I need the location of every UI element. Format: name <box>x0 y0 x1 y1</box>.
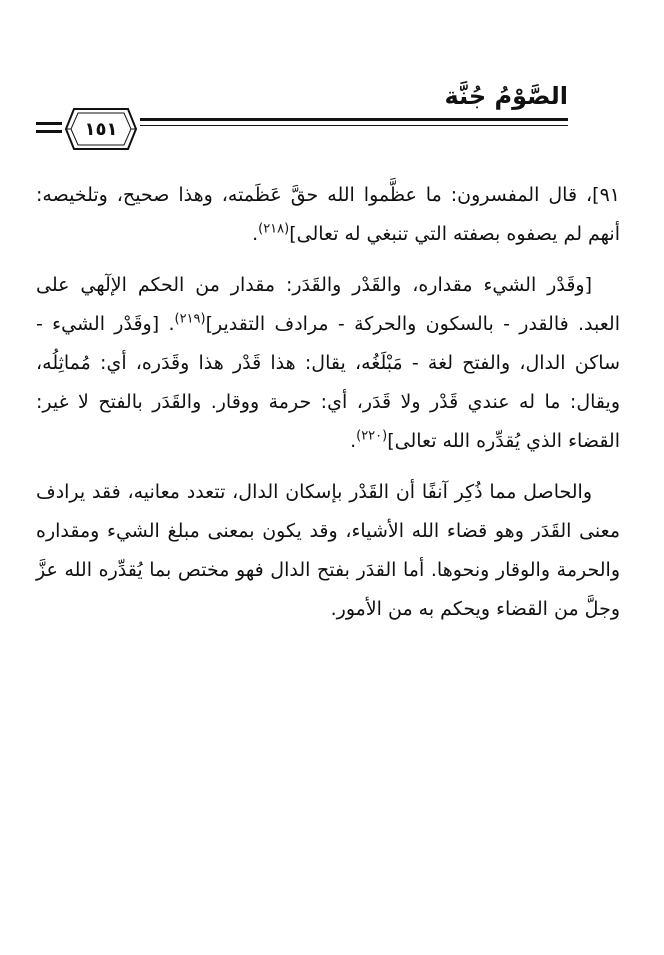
header-rule-thick <box>140 118 568 121</box>
header-rule-left-top <box>36 122 62 125</box>
footnote-ref-220: (٢٢٠) <box>356 428 388 444</box>
paragraph-1-text: ٩١]، قال المفسرون: ما عظَّموا الله حقَّ عَظَمته، وهذا صحيح، وتلخيصه: أنهم لم يصفوه بصفته التي تنبغي له تعالى] <box>36 184 620 245</box>
paragraph-3-text: والحاصل مما ذُكِر آنفًا أن القَدْر بإسكان الدال، تتعدد معانيه، فقد يرادف معنى القَدَر وهو قضاء الله الأشياء، وقد يكون بمعنى مبلغ الشيء ومقداره والحرمة والوقار ونحوها. أما القدَر بفتح الدال فهو مختص بما يُقدِّره الله عزَّ وجلَّ من القضاء ويحكم به من الأمور. <box>36 481 620 620</box>
paragraph-2-tail: . [وقَدْر الشيء - ساكن الدال، والفتح لغة - مَبْلَغُه، يقال: هذا قَدْر هذا وقَدَره، أي: مُماثِلُه، ويقال: ما له عندي قَدْر ولا قَدَر، أي: حرمة ووقار. والقَدَر بالفتح لا غير: القضاء الذي يُقدِّره الله تعالى] <box>36 313 620 452</box>
header-rule-thin <box>140 125 568 126</box>
paragraph-2-text: [وقَدْر الشيء مقداره، والقَدْر والقَدَر: مقدار من الحكم الإلٓهي على العبد. فالقدر - بالسكون والحركة - مرادف التقدير] <box>36 274 620 335</box>
paragraph-2-tail2: . <box>350 430 357 452</box>
footnote-ref-219: (٢١٩) <box>174 311 206 327</box>
paragraph-2 <box>36 266 620 461</box>
paragraph-3 <box>36 473 620 629</box>
page-number: ١٥١ <box>84 118 118 140</box>
paragraph-1 <box>36 176 620 254</box>
body-text <box>36 176 620 641</box>
footnote-ref-218: (٢١٨) <box>258 221 290 237</box>
running-title: الصَّوْمُ جُنَّة <box>444 82 568 110</box>
header-rule-left-bottom <box>36 130 62 133</box>
page-number-badge <box>64 107 138 151</box>
paragraph-1-tail: . <box>252 223 259 245</box>
